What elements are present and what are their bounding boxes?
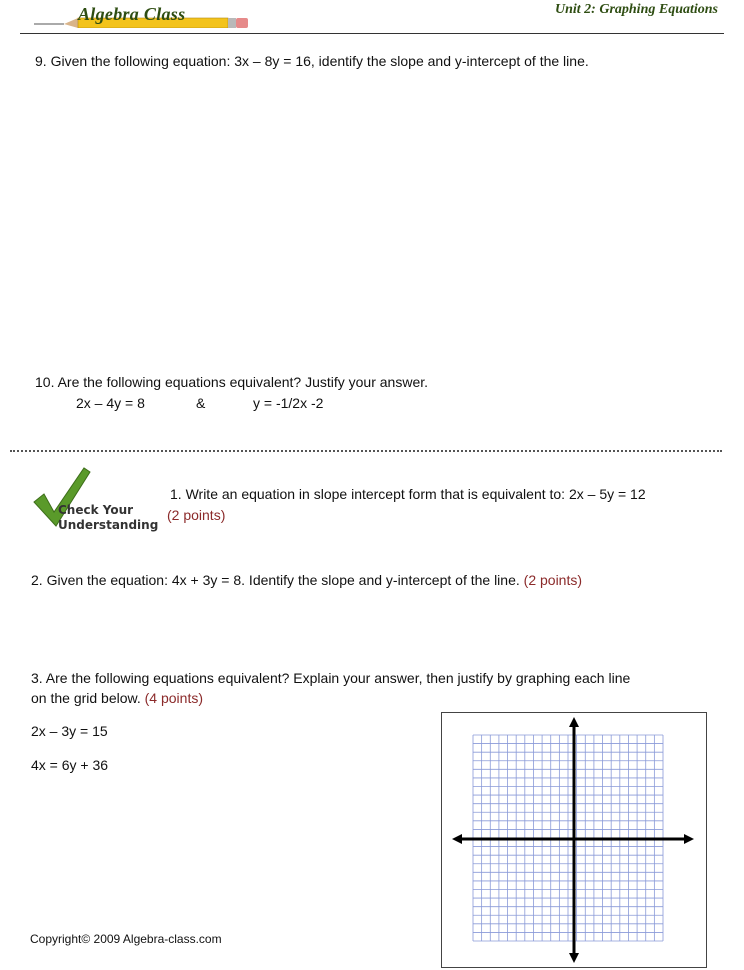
brand-title: Algebra Class (78, 4, 186, 24)
question-10: 10. Are the following equations equivalent? Justify your answer. (35, 374, 429, 390)
cyu-question-1-points: (2 points) (167, 507, 226, 523)
badge-line-1: Check Your (58, 503, 134, 517)
cyu-question-2 (31, 570, 582, 590)
cyu-question-2-text: 2. Given the equation: 4x + 3y = 8. Identify the slope and y-intercept of the line. (31, 572, 520, 588)
question-9: 9. Given the following equation: 3x – 8y = 16, identify the slope and y-intercept of the line. (35, 53, 589, 69)
y-axis-up-arrow (569, 717, 579, 727)
cyu-question-3-equation-2: 4x = 6y + 36 (31, 757, 109, 773)
cyu-question-2-points: (2 points) (523, 572, 583, 588)
badge-line-2: Understanding (58, 518, 159, 532)
coordinate-grid (442, 713, 706, 967)
cyu-question-3-line-1: 3. Are the following equations equivalent? Explain your answer, then justify by graphing each line (31, 670, 631, 686)
header-divider (20, 33, 724, 34)
question-10-equation-1: 2x – 4y = 8 (76, 395, 145, 411)
question-10-ampersand: & (196, 395, 206, 411)
x-axis-left-arrow (452, 834, 462, 844)
section-divider (10, 450, 722, 452)
check-your-understanding-badge (58, 503, 158, 533)
cyu-question-3-equation-1: 2x – 3y = 15 (31, 723, 108, 739)
cyu-question-1: 1. Write an equation in slope intercept form that is equivalent to: 2x – 5y = 12 (170, 486, 646, 502)
copyright-footer: Copyright© 2009 Algebra-class.com (30, 932, 222, 946)
x-axis-right-arrow (684, 834, 694, 844)
cyu-question-3-line-2 (31, 688, 203, 708)
cyu-question-3-points: (4 points) (144, 690, 203, 706)
cyu-question-3-text: on the grid below. (31, 690, 141, 706)
question-10-equation-2: y = -1/2x -2 (253, 395, 324, 411)
y-axis-down-arrow (569, 953, 579, 963)
unit-title: Unit 2: Graphing Equations (555, 2, 718, 17)
graph-grid-box (441, 712, 707, 968)
